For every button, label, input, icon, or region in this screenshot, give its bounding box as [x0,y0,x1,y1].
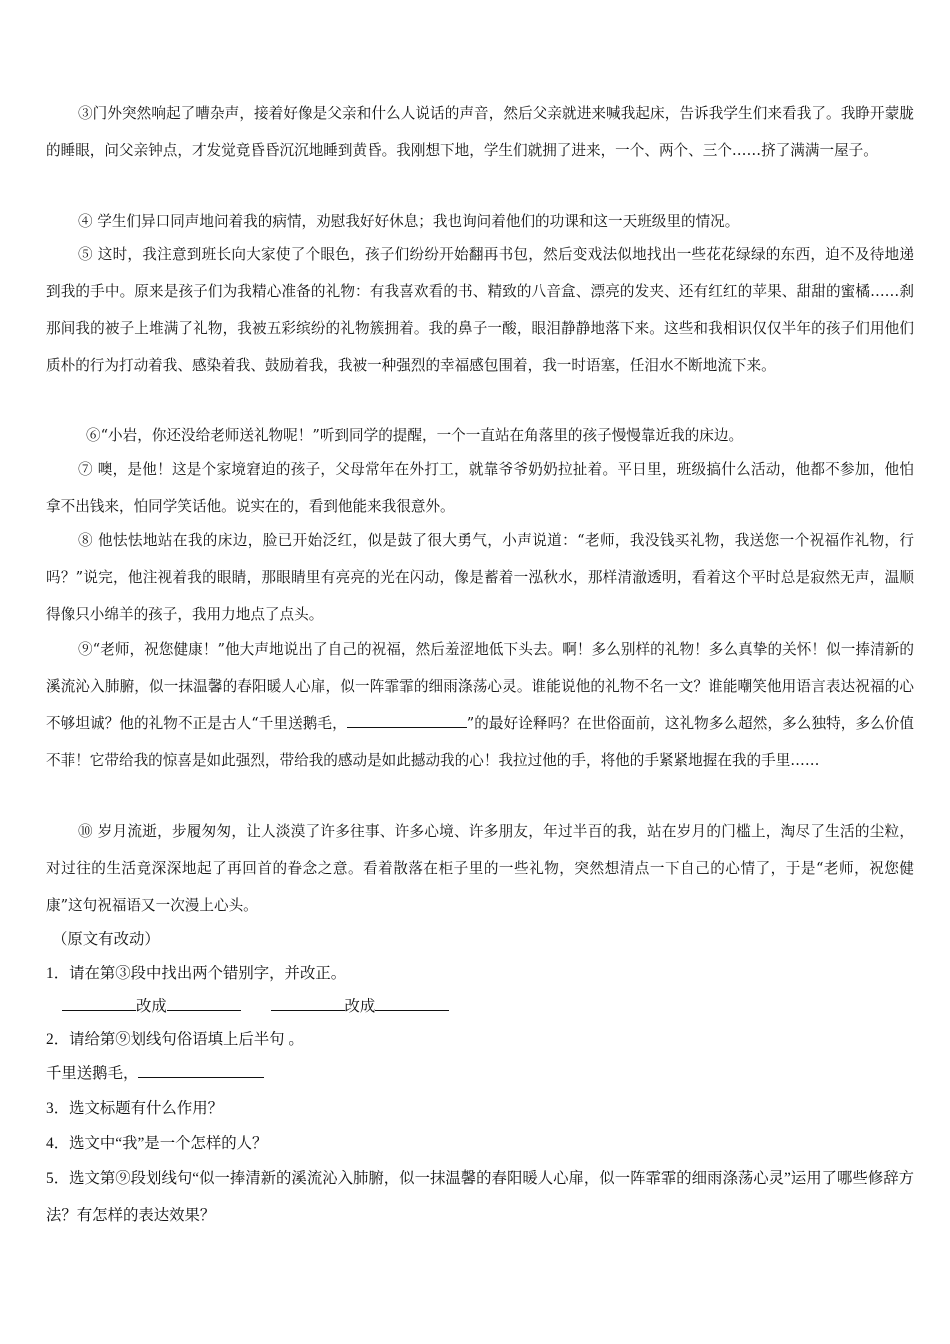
paragraph-6: ⑥“小岩，你还没给老师送礼物呢！”听到同学的提醒，一个一直站在角落里的孩子慢慢靠近我的床边。 [86,427,744,444]
paragraph-9-first-part: ⑨“老师，祝您健康！”他大声地说出了自己的祝福，然后羞涩地低下头去。啊！多么别样的礼物！多么真挚的关怀！似一捧清新的溪流沁入肺腑，似一抹温馨的春阳暖人心扉，似一阵霏霏的细雨涤荡心灵。谁能说他的礼物不名一文？谁能嘲笑他用语言表达祝福的心不够坦诚？他的礼物不正是古人“千里送鹅毛， [46,641,914,732]
paragraph-7: ⑦ 噢，是他！这是个家境窘迫的孩子，父母常年在外打工，就靠爷爷奶奶拉扯着。平日里，班级搞什么活动，他都不参加，他怕拿不出钱来，怕同学笑话他。说实在的，看到他能来我很意外。 [46,461,914,515]
change-to-label-2: 改成 [344,998,376,1015]
proverb-first-half: 千里送鹅毛， [46,1065,139,1082]
wrong-char-2-blank [271,996,345,1011]
paragraph-9-second-part: ”的最好诠释吗？在世俗面前，这礼物多么超然，多么独特，多么价值不菲！它带给我的惊喜是如此强烈，带给我的感动是如此撼动我的心！我拉过他的手，将他的手紧紧地握在我的手里…… [46,715,914,769]
proverb-answer-blank [347,713,467,728]
change-to-label-1: 改成 [136,998,167,1015]
proverb-second-half-blank [138,1063,264,1078]
question-3: 3．选文标题有什么作用？ [46,1100,223,1117]
correct-char-1-blank [167,996,241,1011]
question-4: 4．选文中“我”是一个怎样的人？ [46,1135,268,1152]
paragraph-3: ③门外突然响起了嘈杂声，接着好像是父亲和什么人说话的声音，然后父亲就进来喊我起床，告诉我学生们来看我了。我睁开蒙胧的睡眼，问父亲钟点，才发觉竟昏昏沉沉地睡到黄昏。我刚想下地，学生们就拥了进来，一个、两个、三个……挤了满满一屋子。 [46,105,914,159]
correct-char-2-blank [375,996,449,1011]
question-2-answer-line [46,1055,914,1092]
wrong-char-1-blank [62,996,136,1011]
paragraph-5: ⑤ 这时，我注意到班长向大家使了个眼色，孩子们纷纷开始翻再书包，然后变戏法似地找出一些花花绿绿的东西，迫不及待地递到我的手中。原来是孩子们为我精心准备的礼物：有我喜欢看的书、精致的八音盒、漂亮的发夹、还有红红的苹果、甜甜的蜜橘……刹那间我的被子上堆满了礼物，我被五彩缤纷的礼物簇拥着。我的鼻子一酸，眼泪静静地落下来。这些和我相识仅仅半年的孩子们用他们质朴的行为打动着我、感染着我、鼓励着我，我被一种强烈的幸福感包围着，我一时语塞，任泪水不断地流下来。 [46,246,914,374]
question-2: 2．请给第⑨划线句俗语填上后半句 。 [46,1031,304,1048]
question-5: 5．选文第⑨段划线句“似一捧清新的溪流沁入肺腑，似一抹温馨的春阳暖人心扉，似一阵霏霏的细雨涤荡心灵”运用了哪些修辞方法？有怎样的表达效果？ [46,1170,914,1224]
source-note: （原文有改动） [52,931,160,948]
paragraph-8: ⑧ 他怯怯地站在我的床边，脸已开始泛红，似是鼓了很大勇气，小声说道：“老师，我没钱买礼物，我送您一个祝福作礼物，行吗？”说完，他注视着我的眼睛，那眼睛里有亮亮的光在闪动，像是蓄着一泓秋水，那样清澈透明，看着这个平时总是寂然无声，温顺得像只小绵羊的孩子，我用力地点了点头。 [46,532,914,623]
question-1-answer-line [62,988,930,1025]
question-1: 1．请在第③段中找出两个错别字，并改正。 [46,965,347,982]
paragraph-9 [46,631,914,779]
paragraph-4: ④ 学生们异口同声地问着我的病情，劝慰我好好休息；我也询问着他们的功课和这一天班级里的情况。 [78,213,740,230]
paragraph-10: ⑩ 岁月流逝，步履匆匆，让人淡漠了许多往事、许多心境、许多朋友，年过半百的我，站在岁月的门槛上，淘尽了生活的尘粒，对过往的生活竟深深地起了再回首的眷念之意。看着散落在柜子里的一些礼物，突然想清点一下自己的心情了，于是“老师，祝您健康”这句祝福语又一次漫上心头。 [46,823,914,914]
